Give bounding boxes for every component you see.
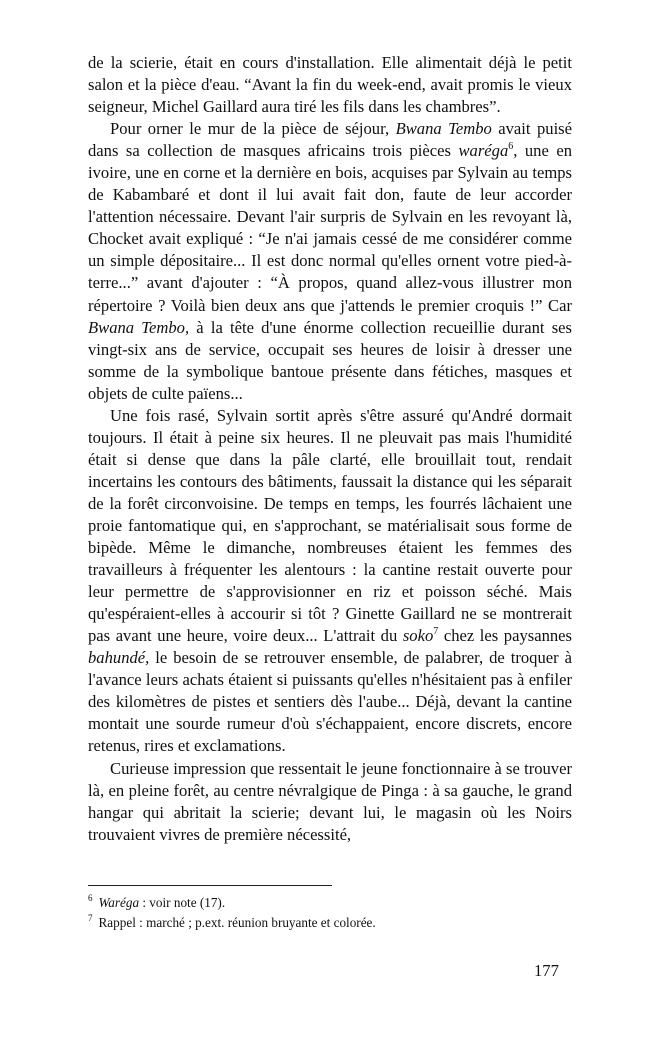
text-run: chez les paysannes — [438, 626, 572, 646]
text-run: le besoin de se retrouver ensemble, de palabrer, de troquer à l'avance leurs achats étaient si puissants qu'elles n'hésitaient pas à enfiler des kilomètres de pistes et sentiers dès l'aube... Déjà, devant la cantine montait une sourde rumeur d'où s'échappaient, encore discrets, encore retenus, rires et exclamations. — [88, 648, 572, 756]
text-run: à la tête d'une énorme collection recueillie durant ses vingt-six ans de service, occupait ses heures de loisir à dresser une somme de la symbolique bantoue présente dans fétiches, masques et objets de culte païens... — [88, 317, 572, 403]
footnote — [88, 913, 572, 933]
paragraph — [88, 405, 572, 758]
text-run: Rappel : marché ; p.ext. réunion bruyante et colorée. — [98, 915, 376, 930]
italic-text: waréga — [458, 141, 509, 161]
footnote-number: 7 — [88, 913, 93, 923]
paragraph — [88, 52, 572, 118]
italic-text: Bwana Tembo, — [88, 317, 190, 337]
main-text — [88, 52, 572, 846]
footnote-reference: 6 — [508, 141, 514, 153]
footnote-separator — [88, 885, 332, 886]
text-run: Pour orner le mur de la pièce de séjour, — [110, 119, 396, 139]
italic-text: soko — [402, 626, 434, 646]
text-run: Une fois rasé, Sylvain sortit après s'être assuré qu'André dormait toujours. Il était à peine six heures. Il ne pleuvait pas mais l'humidité était si dense que dans la pâle clarté, elle brouillait tout, rendait incertains les contours des bâtiments, faussait la distance qui les séparait de la forêt circonvoisine. De temps en temps, les fourrés lâchaient une proie fantomatique qui, en s'approchant, se matérialisait sous forme de bipède. Même le dimanche, nombreuses étaient les femmes des travailleurs à fréquenter les alentours : la cantine restait ouverte pour leur permettre de s'approvisionner en riz et poisson séché. Mais qu'espéraient-elles à accourir si tôt ? Ginette Gaillard ne se montrerait pas avant une heure, voire deux... L'attrait du — [88, 405, 572, 646]
italic-text: bahundé, — [88, 648, 150, 668]
italic-text: Bwana Tembo — [395, 119, 492, 139]
paragraph — [88, 118, 572, 405]
text-run: de la scierie, était en cours d'installation. Elle alimentait déjà le petit salon et la pièce d'eau. “Avant la fin du week-end, avait promis le vieux seigneur, Michel Gaillard aura tiré les fils dans les chambres”. — [88, 53, 572, 117]
text-run: Curieuse impression que ressentait le jeune fonctionnaire à se trouver là, en pleine forêt, au centre névralgique de Pinga : à sa gauche, le grand hangar qui abritait la scierie; devant lui, le magasin où les Noirs trouvaient vivres de première nécessité, — [88, 758, 572, 844]
text-run: avait puisé dans sa collection de masques africains trois pièces — [88, 119, 572, 161]
footnote — [88, 893, 572, 913]
footnote-reference: 7 — [433, 626, 439, 638]
footnote-number: 6 — [88, 893, 93, 903]
footnotes — [88, 893, 572, 933]
text-run: , une en ivoire, une en corne et la dernière en bois, acquises par Sylvain au temps de Kabambaré et dont il lui avait fait don, faute de leur accorder l'attention nécessaire. Devant l'air surpris de Sylvain en les revoyant là, Chocket avait expliqué : “Je n'ai jamais cessé de me considérer comme un simple dépositaire... Il est donc normal qu'elles ornent votre pied-à-terre...” avant d'ajouter : “À propos, quand allez-vous illustrer mon répertoire ? Voilà bien deux ans que j'attends le premier croquis !” Car — [88, 141, 572, 315]
page-number: 177 — [534, 961, 559, 980]
text-run: : voir note (17). — [139, 895, 226, 910]
paragraphs — [88, 52, 572, 846]
italic-text: Waréga — [98, 895, 140, 910]
paragraph — [88, 758, 572, 846]
